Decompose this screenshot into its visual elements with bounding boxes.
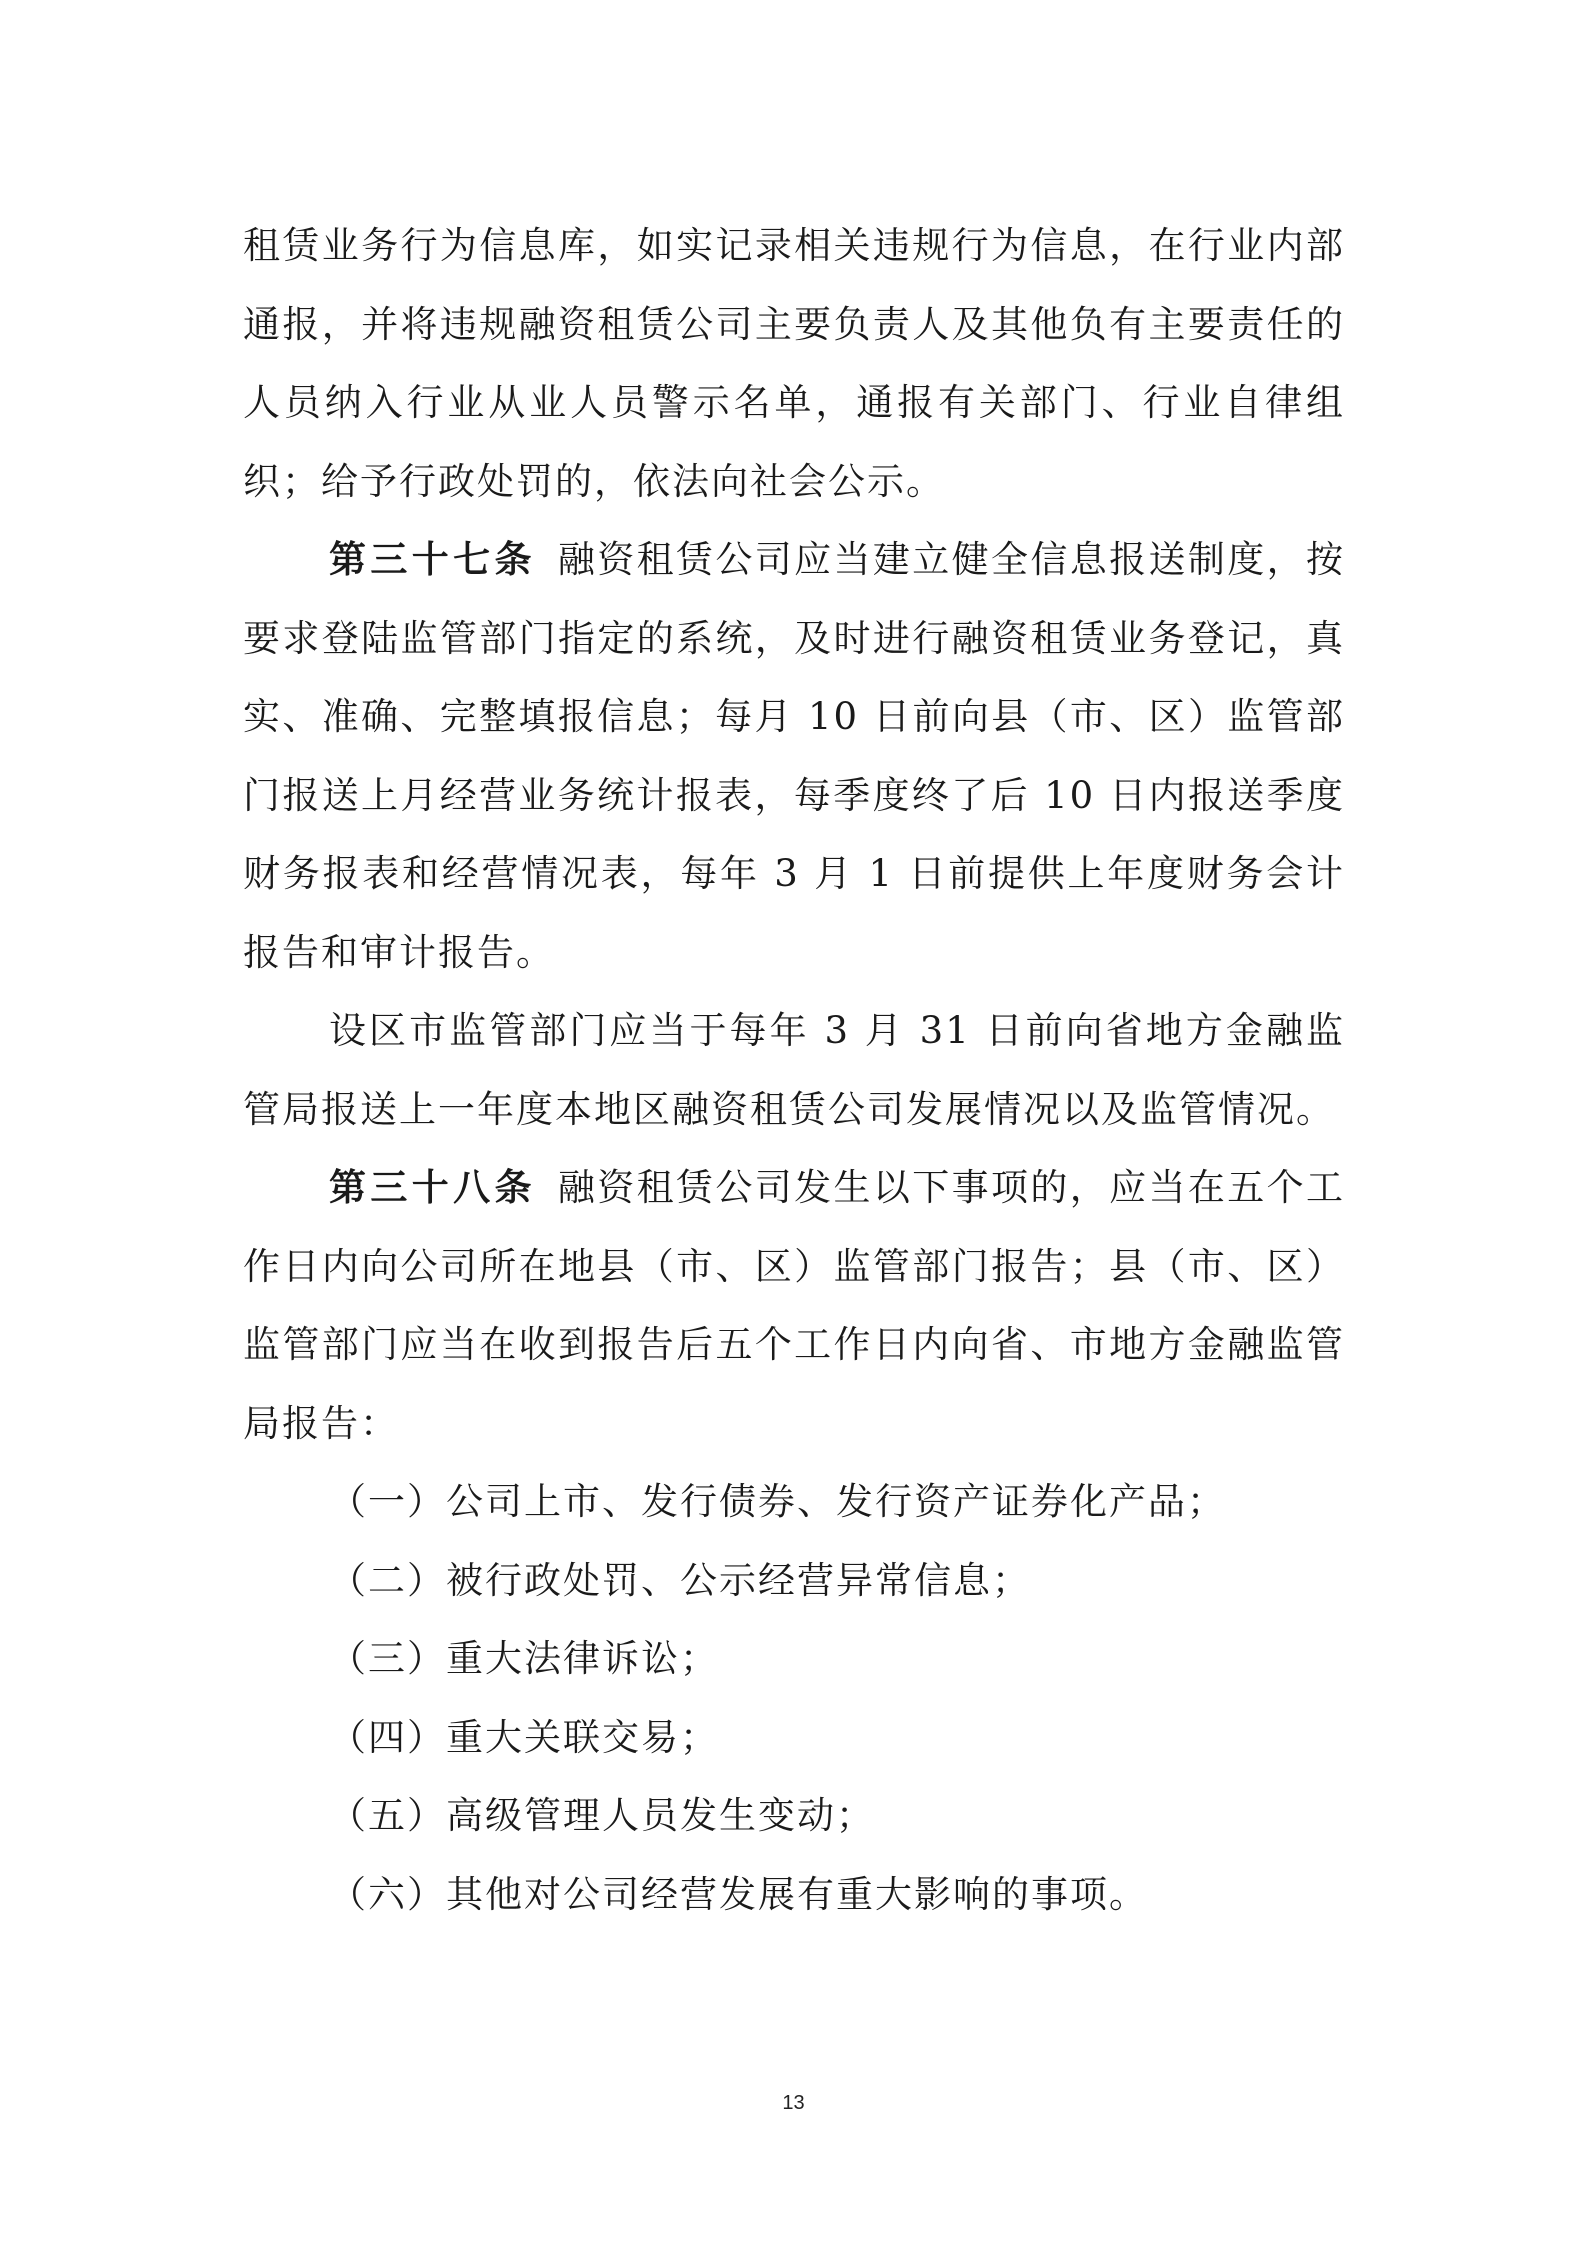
- list-item: （五）高级管理人员发生变动；: [329, 1794, 875, 1837]
- list-item: （三）重大法律诉讼；: [329, 1637, 719, 1680]
- article-37-paragraph: [243, 521, 1345, 992]
- list-item: （四）重大关联交易；: [329, 1715, 719, 1759]
- page-number: 13: [782, 2092, 805, 2114]
- list-item: （一）公司上市、发行债券、发行资产证券化产品；: [329, 1480, 1226, 1523]
- list-item: （六）其他对公司经营发展有重大影响的事项。: [329, 1872, 1148, 1916]
- article-37-paragraph-2: 设区市监管部门应当于每年 3 月 31 日前向省地方金融监管局报送上一年度本地区融资租赁公司发展情况以及监管情况。: [243, 1009, 1345, 1131]
- article-38-text: 融资租赁公司发生以下事项的，应当在五个工作日内向公司所在地县（市、区）监管部门报告；县（市、区）监管部门应当在收到报告后五个工作日内向省、市地方金融监管局报告：: [243, 1166, 1345, 1445]
- article-37-text: 融资租赁公司应当建立健全信息报送制度，按要求登陆监管部门指定的系统，及时进行融资租赁业务登记，真实、准确、完整填报信息；每月 10 日前向县（市、区）监管部门报送上月经营业务统计报表，每季度终了后 10 日内报送季度财务报表和经营情况表，每年 3 月 1 日前提供上年度财务会计报告和审计报告。: [243, 538, 1345, 974]
- article-37-heading: 第三十七条: [329, 538, 536, 581]
- paragraph-continuation: 租赁业务行为信息库，如实记录相关违规行为信息，在行业内部通报，并将违规融资租赁公司主要负责人及其他负有主要责任的人员纳入行业从业人员警示名单，通报有关部门、行业自律组织；给予行政处罚的，依法向社会公示。: [243, 224, 1345, 503]
- article-38-paragraph: [243, 1149, 1345, 1463]
- document-body: [243, 207, 1345, 1934]
- article-38-heading: 第三十八条: [329, 1166, 536, 1209]
- list-item: （二）被行政处罚、公示经营异常信息；: [329, 1558, 1031, 1602]
